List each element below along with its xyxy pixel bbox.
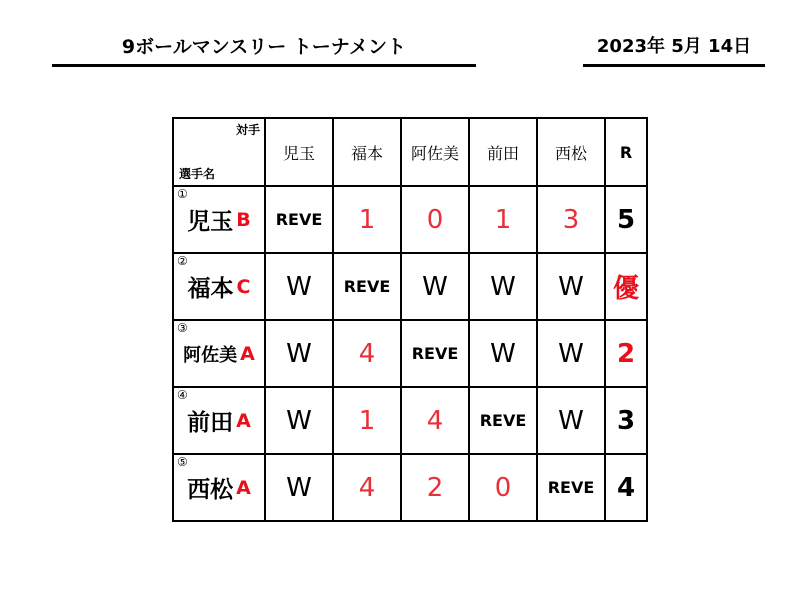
column-header: 西松 (537, 118, 605, 186)
player-class: A (240, 342, 255, 365)
tournament-date: 2023年 5月 14日 (583, 34, 765, 67)
rank-cell: 優 (605, 253, 647, 320)
result-cell: W (265, 253, 333, 320)
player-number: ④ (177, 388, 188, 402)
rank-cell: 3 (605, 387, 647, 454)
result-cell: W (469, 320, 537, 387)
result-cell: 0 (469, 454, 537, 521)
column-header: 福本 (333, 118, 401, 186)
table-row (173, 186, 647, 253)
result-cell: W (401, 253, 469, 320)
rank-header: R (605, 118, 647, 186)
player-cell (173, 387, 265, 454)
header-row (173, 118, 647, 186)
column-header: 児玉 (265, 118, 333, 186)
player-cell (173, 454, 265, 521)
result-cell: W (537, 387, 605, 454)
player-name: 西松 (187, 477, 234, 503)
player-class: C (236, 275, 251, 298)
result-cell: REVE (265, 186, 333, 253)
result-cell: REVE (333, 253, 401, 320)
table-row (173, 320, 647, 387)
table-row (173, 253, 647, 320)
player-name: 福本 (187, 276, 234, 302)
result-cell: W (265, 454, 333, 521)
result-cell: 1 (333, 387, 401, 454)
column-header: 阿佐美 (401, 118, 469, 186)
result-cell: 2 (401, 454, 469, 521)
rank-cell: 4 (605, 454, 647, 521)
player-class: A (236, 409, 251, 432)
result-cell: 1 (333, 186, 401, 253)
page-title: 9ボールマンスリー トーナメント (52, 34, 476, 67)
player-name: 阿佐美 (183, 344, 238, 366)
tournament-results-table (172, 117, 648, 522)
result-cell: REVE (401, 320, 469, 387)
corner-cell (173, 118, 265, 186)
result-cell: W (469, 253, 537, 320)
player-number: ⑤ (177, 455, 188, 469)
rank-cell: 2 (605, 320, 647, 387)
result-cell: 3 (537, 186, 605, 253)
player-cell (173, 320, 265, 387)
result-cell: REVE (469, 387, 537, 454)
opponent-label: 対手 (235, 123, 260, 137)
result-cell: W (265, 320, 333, 387)
table-row (173, 387, 647, 454)
player-cell (173, 253, 265, 320)
result-cell: 4 (333, 454, 401, 521)
player-class: A (236, 476, 251, 499)
player-class: B (236, 208, 251, 231)
result-cell: 4 (333, 320, 401, 387)
player-number: ② (177, 254, 188, 268)
player-cell (173, 186, 265, 253)
player-name: 前田 (187, 410, 234, 436)
table-row (173, 454, 647, 521)
player-name: 児玉 (187, 209, 234, 235)
result-cell: 1 (469, 186, 537, 253)
result-cell: 4 (401, 387, 469, 454)
column-header: 前田 (469, 118, 537, 186)
player-number: ① (177, 187, 188, 201)
result-cell: REVE (537, 454, 605, 521)
player-name-label: 選手名 (179, 167, 216, 181)
result-cell: W (537, 253, 605, 320)
result-cell: W (265, 387, 333, 454)
result-cell: W (537, 320, 605, 387)
result-cell: 0 (401, 186, 469, 253)
player-number: ③ (177, 321, 188, 335)
rank-cell: 5 (605, 186, 647, 253)
